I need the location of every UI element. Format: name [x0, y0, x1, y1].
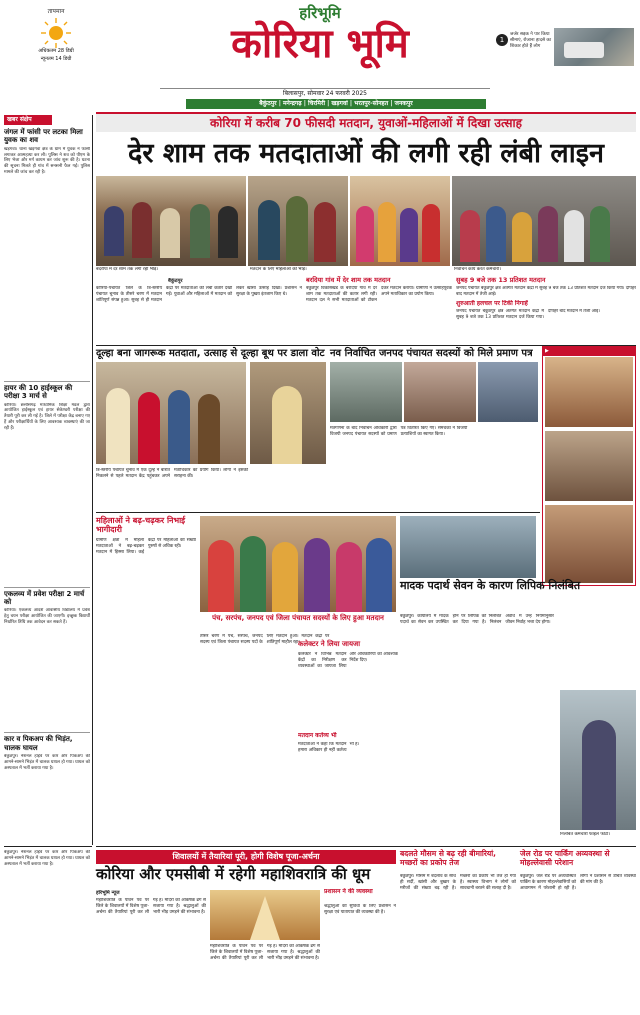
- top-banner-text: कोरिया में करीब 70 फीसदी मतदान, युवाओं-महिलाओं में दिखा उत्साह: [210, 116, 522, 130]
- article-d-text: त्रि-स्तरीय पंचायत चुनाव में एक दूल्हे ने बारात निकलने से पहले मतदान केंद्र पहुंचकर अपने मताधिकार का प्रयोग किया। लोगों ने इसकी सराहना की।: [96, 468, 248, 479]
- sidebar-item1-text: खड़गवां। थाना खड़गवां क्षेत्र के ग्राम में युवक ने फांसी लगाकर आत्महत्या कर ली। पुलिस ने शव को पीएम के लिए भेजा और मर्ग कायम कर जांच शुरू की है। घटना की सूचना मिलते ही गांव में सनसनी फैल गई। पुलिस मामले की जांच कर रही है।: [4, 146, 90, 176]
- article-d-title: दूल्हा बना जागरूक मतदाता, उत्साह से दूल्हा बूथ पर डाला वोट: [96, 348, 325, 359]
- sidebar-item2-text: कोरिया। छत्तीसगढ़ माध्यमिक शिक्षा मंडल द्वारा आयोजित हाईस्कूल एवं हायर सेकेण्डरी परीक्षा की तैयारी पूरी कर ली गई है। जिले में परीक्षा केंद्र बनाए गए हैं और परीक्षार्थियों के लिए आवश्यक व्यवस्थाएं की जा रही हैं।: [4, 402, 90, 431]
- article-g-text: तीसरे चरण में पंच, सरपंच, जनपद सदस्य एवं जिला पंचायत सदस्य पदों के लिए मतदान हुआ। मतदान केंद्रों पर शांतिपूर्ण माहौल रहा।: [200, 634, 330, 645]
- dateline-bar: [160, 88, 490, 98]
- article-l-sub-text: श्रद्धालुओं की सुविधा के लिए प्रशासन ने सुरक्षा एवं यातायात की व्यवस्था की है।: [324, 904, 396, 915]
- sidebar-item3-text: कोरिया। एकलव्य आदर्श आवासीय विद्यालय में प्रवेश हेतु चयन परीक्षा आयोजित की जाएगी। इच्छुक विद्यार्थी निर्धारित तिथि तक आवेदन कर सकते हैं।: [4, 608, 90, 626]
- article-l-text-2: महाशिवरात्रि के पावन पर्व पर जिले के शिवालयों में विशेष पूजा-अर्चना की तैयारियां पूरी कर ली गई हैं। मंदिरों को आकर्षक ढंग से सजाया गया है। श्रद्धालुओं की भारी भीड़ उमड़ने की संभावना है।: [210, 944, 320, 961]
- masthead-brand: [150, 4, 490, 84]
- women-voters-photo: [200, 516, 396, 612]
- article-j-title: बदलते मौसम से बढ़ रही बीमारियां, मच्छरों का प्रकोप तेज: [400, 849, 497, 867]
- article-l-text: महाशिवरात्रि के पावन पर्व पर जिले के शिवालयों में विशेष पूजा-अर्चना की तैयारियां पूरी कर ली गई हैं। मंदिरों को आकर्षक ढंग से सजाया गया है। श्रद्धालुओं की भारी भीड़ उमड़ने की संभावना है।: [96, 898, 206, 915]
- article-h-sub-text: मतदाताओं ने कहा कि मतदान हमारा अधिकार ही नहीं कर्तव्य भी है।: [298, 742, 360, 753]
- article-b-title: बरदिया गांव में देर शाम तक मतदान: [306, 276, 391, 284]
- caption-2: मतदान के लिए महिलाओं की भीड़।: [250, 267, 307, 272]
- article-j-text: बैकुंठपुर। मौसम में बदलाव के साथ ही सर्दी, खांसी और बुखार के मरीजों की संख्या बढ़ रही है। मच्छरों का प्रकोप भी तेज हो गया है। स्वास्थ्य विभाग ने लोगों को सावधानी बरतने की सलाह दी है।: [400, 874, 516, 891]
- article-b-text: बैकुंठपुर विकासखंड के बरदिया गांव में देर शाम तक मतदाताओं की कतार लगी रही। मतदान दल ने सभी मतदाताओं को टोकन देकर मतदान कराया। ग्रामीणों ने उत्साहपूर्वक अपने मताधिकार का प्रयोग किया।: [306, 286, 452, 303]
- article-l-sub: प्रशासन ने की व्यवस्था: [324, 888, 373, 895]
- article-h-title-visible: कलेक्टर ने लिया जायजा: [298, 640, 361, 648]
- sidebar-item3-title: एकलव्य में प्रवेश परीक्षा 2 मार्च को: [4, 587, 90, 607]
- bottom-headline: कोरिया और एमसीबी में रहेगी महाशिवरात्रि की धूम: [96, 865, 371, 883]
- temple-photo: [210, 890, 320, 940]
- caption-1: बदरीपा में देर शाम तक लगी रही भीड़।: [96, 267, 159, 272]
- voters-photo-3: [350, 176, 450, 266]
- brief-box: [496, 8, 636, 66]
- sidebar: [4, 115, 90, 845]
- article-l-dateline: हरिभूमि न्यूज: [96, 890, 120, 896]
- groom-photo-2: [250, 362, 326, 464]
- sidebar-tag: खबर संक्षेप: [4, 115, 52, 125]
- clerk-photo-caption: निलंबित कर्मचारी फाइल फोटो।: [560, 832, 611, 837]
- article-f-text: ग्रामीण क्षेत्रों में महिला मतदाताओं ने बढ़-चढ़कर मतदान में हिस्सा लिया। कई केंद्रों पर महिलाओं की संख्या पुरुषों से अधिक रही।: [96, 538, 196, 555]
- brief-photo: [554, 28, 634, 66]
- sidebar-item4-title: कार व पिकअप की भिड़ंत, चालक घायल: [4, 732, 90, 752]
- article-c-text-2: जनपद पंचायत बैकुंठपुर क्षेत्र अंतर्गत मतदान केंद्रों में सुबह 9 बजे तक 13 प्रतिशत मतदान दर्ज किया गया। दोपहर बाद मतदान में तेजी आई।: [456, 309, 600, 320]
- brief-number: 1: [496, 34, 508, 46]
- temperature-box: [6, 8, 106, 64]
- article-c-sub: शुरुआती हलचल पर टिकी निगाहें: [456, 300, 528, 307]
- article-e-title: नव निर्वाचित जनपद पंचायत सदस्यों को मिले प्रमाण पत्र: [330, 348, 533, 359]
- brief-text: जर्जर सड़क ने पार किया सीमाएं, रोजाना हादसे का शिकार होते हैं लोग: [510, 32, 552, 49]
- strap-text: शिवालयों में तैयारियां पूरी, होगी विशेष पूजा-अर्चना: [172, 852, 320, 861]
- side-photo-2: [545, 431, 633, 501]
- brand-top: हरिभूमि: [299, 4, 341, 22]
- sun-icon: [39, 16, 73, 50]
- temperature-label: तापमान: [47, 8, 65, 15]
- article-h-sub: मतदान कर्तव्य भी: [298, 732, 337, 739]
- side-photo-1: [545, 357, 633, 427]
- temp-max: अधिकतम 28 डिग्री: [38, 48, 74, 54]
- voters-photo-2: [248, 176, 348, 266]
- article-g-title: पंच, सरपंच, जनपद एवं जिला पंचायत सदस्यों के लिए हुआ मतदान: [212, 614, 384, 622]
- strap: [96, 850, 396, 864]
- side-photo-3: [545, 505, 633, 583]
- main-headline: देर शाम तक मतदाताओं की लगी रही लंबी लाइन: [128, 138, 604, 169]
- article-k-title: जेल रोड पर पार्किंग अव्यवस्था से मोहल्लेवासी परेशान: [520, 849, 610, 867]
- article-h-text: कलेक्टर ने विभिन्न मतदान केंद्रों का निरीक्षण कर व्यवस्थाओं का जायजा लिया और अधिकारियों को आवश्यक निर्देश दिए।: [298, 652, 398, 669]
- groom-photo: [96, 362, 246, 464]
- article-a-text: कोरिया-पंचायत जिले के त्रि-स्तरीय पंचायत चुनाव के तीसरे चरण में मतदान शांतिपूर्ण संपन्न हुआ। सुबह से ही मतदान केंद्रों पर मतदाताओं की लंबी कतारें देखी गईं। युवाओं और महिलाओं में मतदान को लेकर खासा उत्साह दिखा। प्रशासन ने सुरक्षा के पुख्ता इंतजाम किए थे।: [96, 286, 302, 303]
- places: बैकुंठपुर | मनेन्द्रगढ़ | चिरमिरी | खड़गवां | भरतपुर-सोनहत | जनकपुर: [259, 100, 413, 107]
- article-c-text: जनपद पंचायत बैकुंठपुर क्षेत्र अंतर्गत मतदान केंद्रों में सुबह 9 बजे तक 13 प्रतिशत मतदान दर्ज किया गया। दोपहर बाद मतदान में तेजी आई।: [456, 286, 636, 297]
- dateline: बिलासपुर, सोमवार 24 फरवरी 2025: [283, 90, 367, 97]
- certificate-photo-2: [404, 362, 476, 422]
- voters-photo-1: [96, 176, 246, 266]
- side-photo-box: ▶: [542, 346, 636, 586]
- sidebar-item4-text: बैकुंठपुर। नेशनल हाईवे पर कार और पिकअप की आमने-सामने भिड़ंत में चालक घायल हो गया। घायल को अस्पताल में भर्ती कराया गया है।: [4, 754, 90, 771]
- article-i-title: मादक पदार्थ सेवन के कारण लिपिक निलंबित: [400, 579, 581, 592]
- temp-min: न्यूनतम 14 डिग्री: [40, 56, 72, 62]
- article-e-text: मतगणना के बाद निर्वाचन अधिकारी द्वारा विजयी जनपद पंचायत सदस्यों को प्रमाण पत्र वितरित किए गए। समर्थकों ने विजयी प्रत्याशियों का स्वागत किया।: [330, 426, 468, 437]
- sidebar-bottom-text: बैकुंठपुर। नेशनल हाईवे पर कार और पिकअप की आमने-सामने भिड़ंत में चालक घायल हो गया। घायल को अस्पताल में भर्ती कराया गया है।: [4, 850, 90, 867]
- article-i-text: बैकुंठपुर। कार्यालय में मादक पदार्थ का सेवन कर उपस्थित होने पर लिपिक को निलंबित कर दिया गया है। निलंबन अवधि में उन्हें नियमानुसार जीवन निर्वाह भत्ता देय होगा।: [400, 614, 554, 625]
- caption-3: निर्वाचन कार्य करते कर्मचारी।: [454, 267, 501, 272]
- sidebar-item2-title: हायर की 10 हाईस्कूल की परीक्षा 3 मार्च से: [4, 381, 90, 401]
- clerk-photo: [560, 690, 636, 830]
- certificate-photo-3: [478, 362, 538, 422]
- places-bar: [186, 99, 486, 109]
- collector-photo: [400, 516, 536, 578]
- sidebar-item1-title: जंगल में फांसी पर लटका मिला युवक का शव: [4, 128, 83, 145]
- voters-photo-4: [452, 176, 636, 266]
- article-f-title: महिलाओं ने बढ़-चढ़कर निभाई भागीदारी: [96, 516, 186, 535]
- article-a-dateline: बैकुंठपुर: [168, 278, 183, 284]
- certificate-photo-1: [330, 362, 402, 422]
- article-c-title: सुबह 9 बजे तक 13 प्रतिशत मतदान: [456, 276, 546, 284]
- top-banner: [96, 112, 636, 132]
- brand-main: कोरिया भूमि: [231, 20, 409, 67]
- article-k-text: बैकुंठपुर। जेल रोड पर अव्यवस्थित पार्किंग के कारण मोहल्लेवासियों को आवागमन में परेशानी हो रही है। लोगों ने प्रशासन से उचित व्यवस्था की मांग की है।: [520, 874, 636, 891]
